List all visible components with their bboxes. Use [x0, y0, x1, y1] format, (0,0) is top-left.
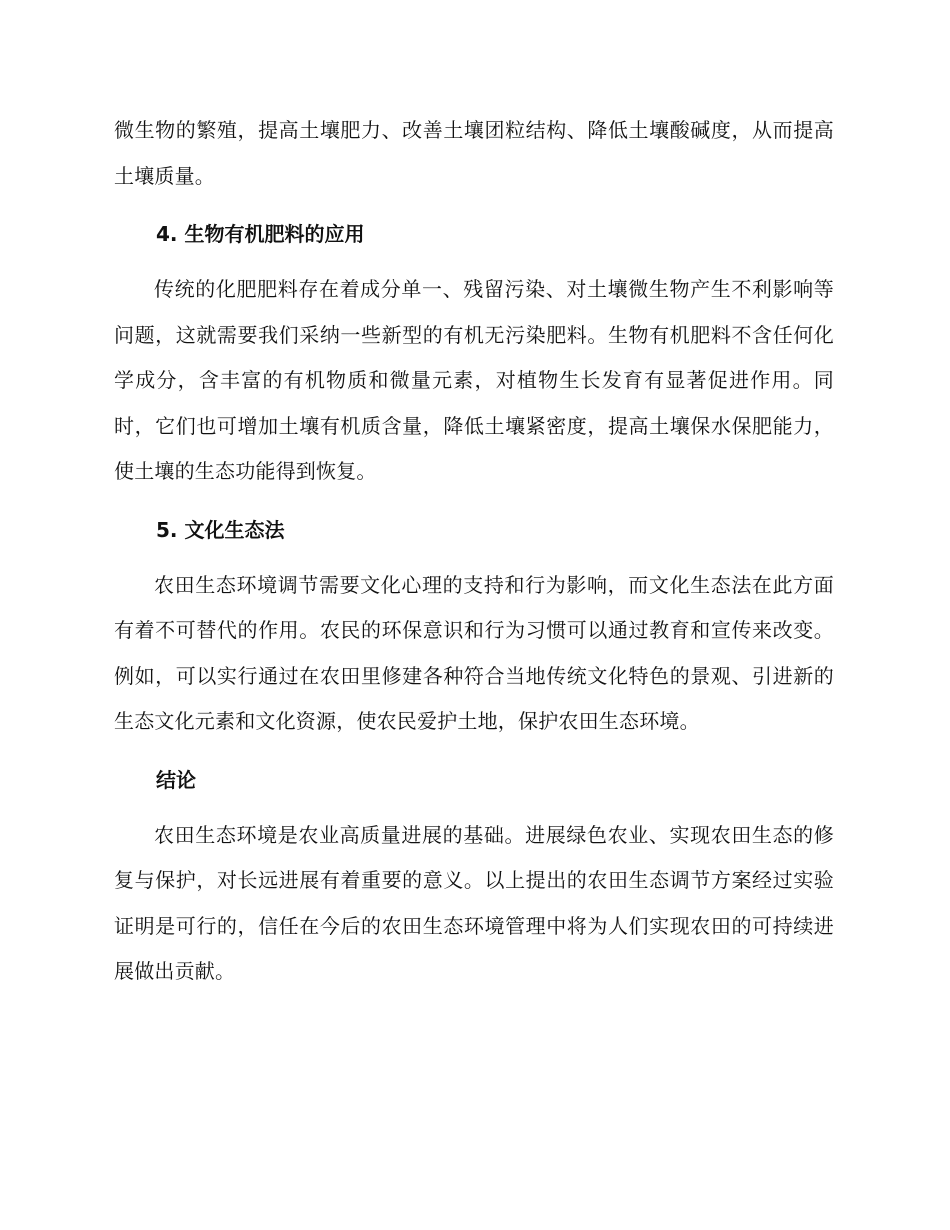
section-paragraph-fertilizer: 传统的化肥肥料存在着成分单一、残留污染、对土壤微生物产生不利影响等问题，这就需要我们采纳一些新型的有机无污染肥料。生物有机肥料不含任何化学成分，含丰富的有机物质和微量元素，对植物生长发育有显著促进作用。同时，它们也可增加土壤有机质含量，降低土壤紧密度，提高土壤保水保肥能力，使土壤的生态功能得到恢复。 [114, 277, 834, 483]
spacer [114, 803, 834, 813]
spacer [114, 199, 834, 211]
section-heading-conclusion: 结论 [156, 767, 196, 792]
spacer [114, 745, 834, 757]
section-paragraph-conclusion: 农田生态环境是农业高质量进展的基础。进展绿色农业、实现农田生态的修复与保护，对长远进展有着重要的意义。以上提出的农田生态调节方案经过实验证明是可行的，信任在今后的农田生态环境管理中将为人们实现农田的可持续进展做出贡献。 [114, 822, 834, 983]
section-heading-fertilizer: 4. 生物有机肥料的应用 [156, 222, 365, 246]
continuation-paragraph: 微生物的繁殖，提高土壤肥力、改善土壤团粒结构、降低土壤酸碱度，从而提高土壤质量。 [114, 118, 834, 188]
spacer [114, 257, 834, 267]
section-paragraph-culture-ecology: 农田生态环境调节需要文化心理的支持和行为影响，而文化生态法在此方面有着不可替代的作用。农民的环保意识和行为习惯可以通过教育和宣传来改变。例如，可以实行通过在农田里修建各种符合当地传统文化特色的景观、引进新的生态文化元素和文化资源，使农民爱护土地，保护农田生态环境。 [114, 572, 834, 733]
spacer [114, 553, 834, 563]
section-heading-culture-ecology: 5. 文化生态法 [156, 517, 285, 542]
document-body [114, 108, 834, 995]
spacer [114, 495, 834, 507]
